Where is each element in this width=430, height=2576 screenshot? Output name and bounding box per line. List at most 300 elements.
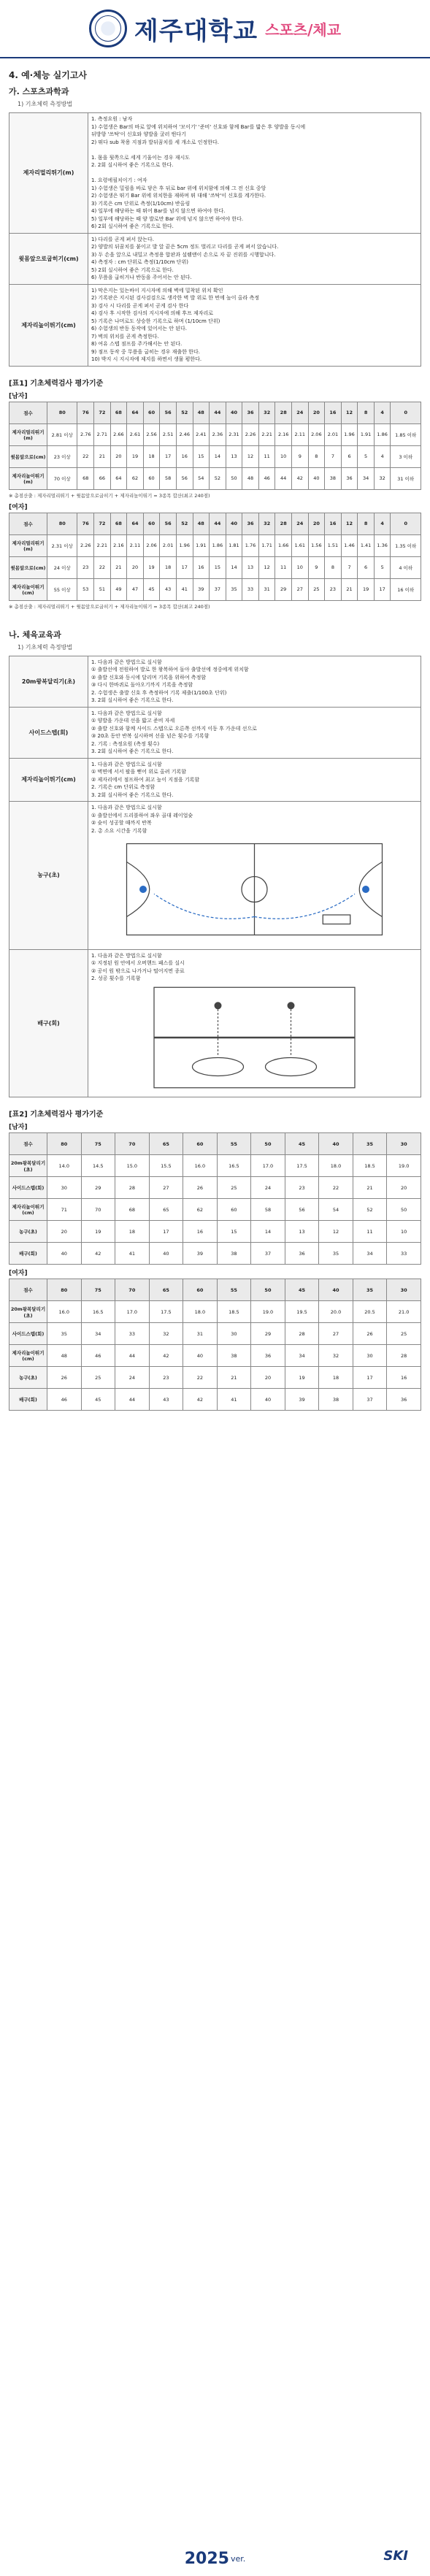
score-head: 75 <box>81 1279 115 1301</box>
score-row <box>9 1323 421 1345</box>
score-head: 24 <box>291 402 308 423</box>
score-cell: 68 <box>77 467 94 489</box>
score-cell: 2.51 <box>160 423 177 445</box>
score-cell: 36 <box>285 1243 319 1265</box>
volleyball-court-diagram <box>91 983 418 1092</box>
score-head: 50 <box>251 1133 285 1155</box>
score-cell: 56 <box>176 467 193 489</box>
score-head: 68 <box>110 402 127 423</box>
score-cell: 70 <box>81 1199 115 1221</box>
score-cell: 36 <box>387 1389 421 1411</box>
table1-title: [표1] 기초체력검사 평가기준 <box>9 379 104 388</box>
score-cell: 17 <box>353 1367 387 1389</box>
event-name: 20m왕복달리기(초) <box>9 656 88 707</box>
score-head: 60 <box>183 1133 218 1155</box>
score-head: 55 <box>217 1133 251 1155</box>
score-cell: 13 <box>285 1221 319 1243</box>
score-row <box>9 1367 421 1389</box>
score-cell: 21 <box>94 445 111 467</box>
page-header <box>0 0 430 58</box>
score-cell: 1.96 <box>176 534 193 556</box>
score-cell: 23 이상 <box>47 445 77 467</box>
score-head: 20 <box>308 402 325 423</box>
score-cell: 32 <box>319 1345 353 1367</box>
score-cell: 38 <box>217 1243 251 1265</box>
score-cell: 19 <box>81 1221 115 1243</box>
score-row-name: 제자리높이뛰기(cm) <box>9 1199 47 1221</box>
method-line: 4) 검사 후 시작한 검사의 지시자에 의해 후프 제자리로 <box>91 310 213 316</box>
score-head: 55 <box>217 1279 251 1301</box>
score-cell: 1.66 <box>275 534 292 556</box>
score-cell: 14.5 <box>81 1155 115 1177</box>
method-line: 4) 측정자 : cm 단위로 측정(1/10cm 단위) <box>91 259 189 265</box>
score-row-name: 농구(초) <box>9 1221 47 1243</box>
method-line: ② 출발 신호와 함께 사이드 스텝으로 오른쪽 선까지 이동 후 가운데 선으로 <box>91 725 257 732</box>
score-head: 12 <box>341 513 358 534</box>
score-row <box>9 1177 421 1199</box>
method-line: 6) 2회 실시하여 좋은 기록으로 한다. <box>91 223 174 229</box>
score-cell: 12 <box>242 445 259 467</box>
score-cell: 37 <box>251 1243 285 1265</box>
score-head: 30 <box>387 1279 421 1301</box>
score-cell: 19.5 <box>285 1301 319 1323</box>
event-name: 배구(회) <box>9 949 88 1097</box>
score-cell: 24 <box>115 1367 150 1389</box>
score-cell: 1.86 <box>374 423 391 445</box>
score-cell: 10 <box>291 556 308 578</box>
score-cell: 2.11 <box>127 534 144 556</box>
score-cell: 33 <box>242 578 259 600</box>
score-cell: 11 <box>258 445 275 467</box>
score-cell: 28 <box>115 1177 150 1199</box>
event-name: 농구(초) <box>9 802 88 950</box>
score-cell: 21 <box>217 1367 251 1389</box>
score-cell: 15 <box>210 556 226 578</box>
score-cell: 18.0 <box>183 1301 218 1323</box>
measure-method-table <box>9 112 421 367</box>
score-cell: 16 이하 <box>391 578 421 600</box>
score-cell: 41 <box>217 1389 251 1411</box>
score-head: 28 <box>275 513 292 534</box>
score-head: 40 <box>319 1133 353 1155</box>
score-cell: 30 <box>353 1345 387 1367</box>
score-cell: 16.5 <box>217 1155 251 1177</box>
score-head-label: 점수 <box>9 1279 47 1301</box>
method-line: 2) 뛰다 sub 착용 지점과 발뒤꿈치를 세 개소로 인정한다. <box>91 139 219 145</box>
subsection-title-2: 나. 체육교육과 <box>9 629 61 640</box>
score-row <box>9 556 421 578</box>
score-cell: 36 <box>341 467 358 489</box>
score-cell: 8 <box>325 556 342 578</box>
score-cell: 53 <box>77 578 94 600</box>
method-line: 2. 수험생은 출발 신호 후 측정하여 기록 제출(1/100초 단위) <box>91 689 227 696</box>
score-cell: 1.91 <box>193 534 210 556</box>
score-head: 75 <box>81 1133 115 1155</box>
score-header-row <box>9 1279 421 1301</box>
score-head: 60 <box>143 513 160 534</box>
method-line: 3) 두 손을 앞으로 내밀고 측정용 합판과 설렘앤이 손으로 자 끝 진위를 시행합니다. <box>91 251 276 258</box>
score-cell: 2.41 <box>193 423 210 445</box>
score-cell: 50 <box>387 1199 421 1221</box>
score-row-name: 윗몸앞으로(cm) <box>9 556 47 578</box>
score-cell: 2.76 <box>77 423 94 445</box>
score-cell: 1.86 <box>210 534 226 556</box>
page-footer <box>0 2541 430 2576</box>
method-row <box>9 802 421 950</box>
score-cell: 2.16 <box>110 534 127 556</box>
score-cell: 18 <box>160 556 177 578</box>
score-cell: 1.96 <box>341 423 358 445</box>
score-cell: 49 <box>110 578 127 600</box>
score-cell: 19.0 <box>387 1155 421 1177</box>
method-line: 2. 2회 실시하여 좋은 기록으로 한다. <box>91 162 174 168</box>
score-cell: 6 <box>341 445 358 467</box>
score-cell: 41 <box>115 1243 150 1265</box>
score-cell: 18.0 <box>319 1155 353 1177</box>
male-tag: [남자] <box>9 392 28 400</box>
score-cell: 16 <box>176 445 193 467</box>
method-row <box>9 758 421 802</box>
score-cell: 11 <box>353 1221 387 1243</box>
method-line: 뒤방향 '쓰탁'이 신호와 양발을 굴러 뛴다기 <box>91 131 186 137</box>
score-head: 50 <box>251 1279 285 1301</box>
score-head: 80 <box>47 513 77 534</box>
score-cell: 22 <box>94 556 111 578</box>
method-line: 3. 2회 실시하여 좋은 기록으로 한다. <box>91 748 174 754</box>
method-line: ② 슛이 성공할 때까지 반복 <box>91 820 152 826</box>
footer-ver: ver. <box>230 2553 246 2564</box>
score-cell: 24 이상 <box>47 556 77 578</box>
score-head: 35 <box>353 1133 387 1155</box>
score-row-name: 제자리멀리뛰기(m) <box>9 534 47 556</box>
score-head: 72 <box>94 513 111 534</box>
section-title: 4. 예·체능 실기고사 <box>9 70 87 80</box>
score-cell: 11 <box>275 556 292 578</box>
score-cell: 2.06 <box>308 423 325 445</box>
score-row-name: 20m왕복달리기(초) <box>9 1301 47 1323</box>
score-cell: 13 <box>226 445 242 467</box>
score-cell: 41 <box>176 578 193 600</box>
method-line: 5) 기록은 나머로도 상승한 기록으로 하며 (1/10cm 단위) <box>91 318 220 324</box>
score-cell: 56 <box>285 1199 319 1221</box>
event-name: 제자리높이뛰기(cm) <box>9 284 88 366</box>
score-cell: 18.5 <box>217 1301 251 1323</box>
score-cell: 20 <box>251 1367 285 1389</box>
method-line: 1. 다음과 같은 방법으로 실시함 <box>91 710 162 716</box>
score-cell: 66 <box>94 467 111 489</box>
event-items <box>88 802 421 950</box>
event-name: 제자리높이뛰기(cm) <box>9 758 88 802</box>
method-line: ① 양발을 가운데 선을 밟고 준비 자세 <box>91 718 175 724</box>
score-cell: 18 <box>319 1367 353 1389</box>
score-cell: 1.81 <box>226 534 242 556</box>
method-line: 1. 다음과 같은 방법으로 실시함 <box>91 805 162 810</box>
score-cell: 2.16 <box>275 423 292 445</box>
male-score-table <box>9 402 421 490</box>
method-line: 3. 2회 실시하여 좋은 기록으로 한다. <box>91 697 174 703</box>
score-head: 60 <box>183 1279 218 1301</box>
method-line: ① 벽면에 서서 팔을 뻗어 위로 올려 기록함 <box>91 769 187 775</box>
score-head: 32 <box>258 513 275 534</box>
score-head: 64 <box>127 513 144 534</box>
event-name: 사이드스텝(회) <box>9 707 88 758</box>
method-line: 3. 2회 실시하여 좋은 기록으로 한다. <box>91 791 174 798</box>
score-cell: 20 <box>127 556 144 578</box>
event-items <box>88 949 421 1097</box>
score-cell: 2.31 <box>226 423 242 445</box>
score-head: 24 <box>291 513 308 534</box>
score-cell: 4 이하 <box>391 556 421 578</box>
score-cell: 65 <box>149 1199 183 1221</box>
method-line: 1. 몸을 뒷쪽으로 세게 기울이는 경우 재시도 <box>91 154 190 161</box>
score-cell: 27 <box>149 1177 183 1199</box>
score-head: 28 <box>275 402 292 423</box>
score-cell: 70 이상 <box>47 467 77 489</box>
score-cell: 8 <box>308 445 325 467</box>
score-cell: 2.06 <box>143 534 160 556</box>
score-cell: 1.46 <box>341 534 358 556</box>
method-line: 9) 점프 동작 중 무릎을 굽히는 경우 재출한 한다. <box>91 348 200 355</box>
score-cell: 37 <box>210 578 226 600</box>
score-cell: 14 <box>210 445 226 467</box>
method-line: ① 출발선에서 드리블하여 좌우 골대 레이업슛 <box>91 812 193 819</box>
score-cell: 2.36 <box>210 423 226 445</box>
score-cell: 2.71 <box>94 423 111 445</box>
method-row <box>9 284 421 366</box>
score-cell: 35 <box>226 578 242 600</box>
score-cell: 2.81 이상 <box>47 423 77 445</box>
score-head: 68 <box>110 513 127 534</box>
score-cell: 64 <box>110 467 127 489</box>
score-cell: 9 <box>291 445 308 467</box>
score-cell: 19 <box>285 1367 319 1389</box>
score-cell: 1.41 <box>358 534 375 556</box>
score-cell: 55 이상 <box>47 578 77 600</box>
score-cell: 42 <box>149 1345 183 1367</box>
score-head: 30 <box>387 1133 421 1155</box>
score-cell: 2.26 <box>242 423 259 445</box>
method-line: 2) 양발의 뒤꿈치를 붙이고 발 앞 끝은 5cm 정도 벌리고 다리를 곧게 펴서 앉습니다. <box>91 244 279 250</box>
score-cell: 29 <box>81 1177 115 1199</box>
score-cell: 27 <box>319 1323 353 1345</box>
score-cell: 60 <box>217 1199 251 1221</box>
score-cell: 28 <box>387 1345 421 1367</box>
score-cell: 18 <box>143 445 160 467</box>
score-cell: 17.0 <box>115 1301 150 1323</box>
score-head: 45 <box>285 1133 319 1155</box>
score-cell: 48 <box>47 1345 82 1367</box>
score-cell: 23 <box>149 1367 183 1389</box>
score-cell: 45 <box>143 578 160 600</box>
score-row <box>9 423 421 445</box>
score-row-name: 농구(초) <box>9 1367 47 1389</box>
score-head: 52 <box>176 402 193 423</box>
score-cell: 27 <box>291 578 308 600</box>
score-head: 80 <box>47 1133 82 1155</box>
score-cell: 19 <box>127 445 144 467</box>
score-head: 48 <box>193 513 210 534</box>
score-cell: 44 <box>275 467 292 489</box>
score-cell: 40 <box>47 1243 82 1265</box>
score-row-name: 배구(회) <box>9 1243 47 1265</box>
score-cell: 40 <box>149 1243 183 1265</box>
score-head: 35 <box>353 1279 387 1301</box>
method-line: 1. 다음과 같은 방법으로 실시함 <box>91 761 162 767</box>
score-row <box>9 445 421 467</box>
score-cell: 31 <box>183 1323 218 1345</box>
score-cell: 19 <box>358 578 375 600</box>
subsection-subtitle-2: 1) 기초체력 측정방법 <box>18 643 73 651</box>
score-cell: 16.0 <box>47 1301 82 1323</box>
score-cell: 34 <box>81 1323 115 1345</box>
score-cell: 23 <box>77 556 94 578</box>
score-cell: 15 <box>193 445 210 467</box>
score-row-name: 제자리높이뛰기(m) <box>9 467 47 489</box>
score-cell: 52 <box>353 1199 387 1221</box>
score-cell: 6 <box>358 556 375 578</box>
method-line: 1) 수험생은 Bar의 바로 앞에 위치하여 '모이기' '준비' 신호와 함께 Bar를 밟은 후 양발을 동시에 <box>91 123 306 130</box>
score-cell: 58 <box>160 467 177 489</box>
score-cell: 62 <box>127 467 144 489</box>
score-cell: 17 <box>176 556 193 578</box>
score-cell: 17 <box>374 578 391 600</box>
method-line: 6) 수험생의 반동 동작에 있어서는 안 된다. <box>91 326 187 331</box>
score-head: 32 <box>258 402 275 423</box>
male-score-table-2 <box>9 1132 421 1265</box>
score-cell: 43 <box>160 578 177 600</box>
score-row <box>9 1221 421 1243</box>
score-head: 40 <box>226 402 242 423</box>
method-line: 2) 수험생은 뛰기 Bar 위에 위치한을 재하며 뛰 대해 '쓰탁'이 신호를 계가한다. <box>91 193 266 199</box>
score-cell: 46 <box>47 1389 82 1411</box>
score-cell: 1.71 <box>258 534 275 556</box>
score-cell: 38 <box>319 1389 353 1411</box>
score-cell: 1.51 <box>325 534 342 556</box>
header-subtitle: 스포츠/체교 <box>265 20 342 39</box>
score-head: 0 <box>391 513 421 534</box>
score-cell: 15.5 <box>149 1155 183 1177</box>
score-cell: 2.46 <box>176 423 193 445</box>
score-head: 44 <box>210 513 226 534</box>
method-line: 1. 요령에필치이기 : 여자 <box>91 177 147 183</box>
score-cell: 43 <box>149 1389 183 1411</box>
event-items <box>88 113 421 234</box>
event-name: 윗몸앞으로굽히기(cm) <box>9 233 88 284</box>
method-line: 5) 2회 실시하여 좋은 기록으로 한다. <box>91 267 174 273</box>
score-head: 65 <box>149 1133 183 1155</box>
method-row <box>9 656 421 707</box>
section-4 <box>0 69 430 1411</box>
score-head: 76 <box>77 513 94 534</box>
score-cell: 35 <box>47 1323 82 1345</box>
score-cell: 28 <box>285 1323 319 1345</box>
score-cell: 21 <box>110 556 127 578</box>
method-line: 2) 기록판은 지시된 검사검검으로 생각한 벽 발 위로 한 번에 높이 올라 측정 <box>91 295 259 301</box>
score-cell: 18.5 <box>353 1155 387 1177</box>
score-cell: 2.31 이상 <box>47 534 77 556</box>
score-cell: 1.35 이하 <box>391 534 421 556</box>
score-cell: 2.56 <box>143 423 160 445</box>
score-row-name: 제자리멀리뛰기(m) <box>9 423 47 445</box>
score-cell: 14.0 <box>47 1155 82 1177</box>
score-cell: 47 <box>127 578 144 600</box>
score-head-label: 점수 <box>9 402 47 423</box>
method-line: 2. 성공 횟수를 기록함 <box>91 975 141 981</box>
score-cell: 42 <box>183 1389 218 1411</box>
score-cell: 25 <box>387 1323 421 1345</box>
score-cell: 9 <box>308 556 325 578</box>
score-cell: 21.0 <box>387 1301 421 1323</box>
score-head-label: 점수 <box>9 513 47 534</box>
score-cell: 24 <box>251 1177 285 1199</box>
score-row-name: 윗몸앞으로(cm) <box>9 445 47 467</box>
method-line: ① 출발선에 전원하여 발로 한 왕복하여 돌아 출발선에 정중에게 위치함 <box>91 667 249 672</box>
score-head: 72 <box>94 402 111 423</box>
method-line: 10) 박지 시 지시자에 제지를 하면서 생물 평한다. <box>91 356 202 362</box>
method-line <box>91 146 418 154</box>
score-cell: 1.61 <box>291 534 308 556</box>
score-row-name: 20m왕복달리기(초) <box>9 1155 47 1177</box>
score-cell: 40 <box>183 1345 218 1367</box>
score-cell: 44 <box>115 1345 150 1367</box>
score-cell: 68 <box>115 1199 150 1221</box>
score-cell: 21 <box>341 578 358 600</box>
score-cell: 30 <box>217 1323 251 1345</box>
method-line: ② 출발 신호와 동시에 달리며 기록을 위하여 측정함 <box>91 674 207 681</box>
score-head: 0 <box>391 402 421 423</box>
score-cell: 20.0 <box>319 1301 353 1323</box>
score-cell: 48 <box>242 467 259 489</box>
score-row-name: 제자리높이뛰기(cm) <box>9 1345 47 1367</box>
method-line: ② 공이 원 밖으로 나가거나 떨어지면 종료 <box>91 967 185 974</box>
score-cell: 3 이하 <box>391 445 421 467</box>
score-cell: 1.91 <box>358 423 375 445</box>
method-line: 3) 검사 시 다리를 곧게 펴서 곧게 검사 한다 <box>91 302 189 309</box>
method-line: 1) 막은지는 있는바이 지시자에 의해 벽에 밀착된 위치 확인 <box>91 287 223 294</box>
score-cell: 45 <box>81 1389 115 1411</box>
score-cell: 40 <box>251 1389 285 1411</box>
event-items <box>88 758 421 802</box>
method-row <box>9 707 421 758</box>
score-head: 44 <box>210 402 226 423</box>
score-cell: 4 <box>374 445 391 467</box>
score-head: 40 <box>226 513 242 534</box>
method-line: 6) 무릎을 굽히거나 반동을 주어서는 안 된다. <box>91 275 192 280</box>
score-head: 8 <box>358 513 375 534</box>
score-cell: 26 <box>47 1367 82 1389</box>
score-head: 60 <box>143 402 160 423</box>
score-row <box>9 1301 421 1323</box>
score-cell: 54 <box>193 467 210 489</box>
score-cell: 1.85 이하 <box>391 423 421 445</box>
score-row-name: 제자리높이뛰기(cm) <box>9 578 47 600</box>
score-head: 8 <box>358 402 375 423</box>
score-cell: 52 <box>210 467 226 489</box>
score-cell: 1.56 <box>308 534 325 556</box>
score-cell: 5 <box>374 556 391 578</box>
score-head: 16 <box>325 402 342 423</box>
method-line: 3) 기록은 cm 단위로 측정(1/10cm) 반올림 <box>91 200 191 207</box>
score-cell: 2.01 <box>160 534 177 556</box>
score-head: 65 <box>149 1279 183 1301</box>
score-cell: 38 <box>217 1345 251 1367</box>
score-cell: 58 <box>251 1199 285 1221</box>
method-row <box>9 113 421 234</box>
score-head: 80 <box>47 1279 82 1301</box>
score-cell: 36 <box>251 1345 285 1367</box>
score-cell: 2.11 <box>291 423 308 445</box>
method-line: 2. 총 소요 시간을 기록함 <box>91 827 147 834</box>
